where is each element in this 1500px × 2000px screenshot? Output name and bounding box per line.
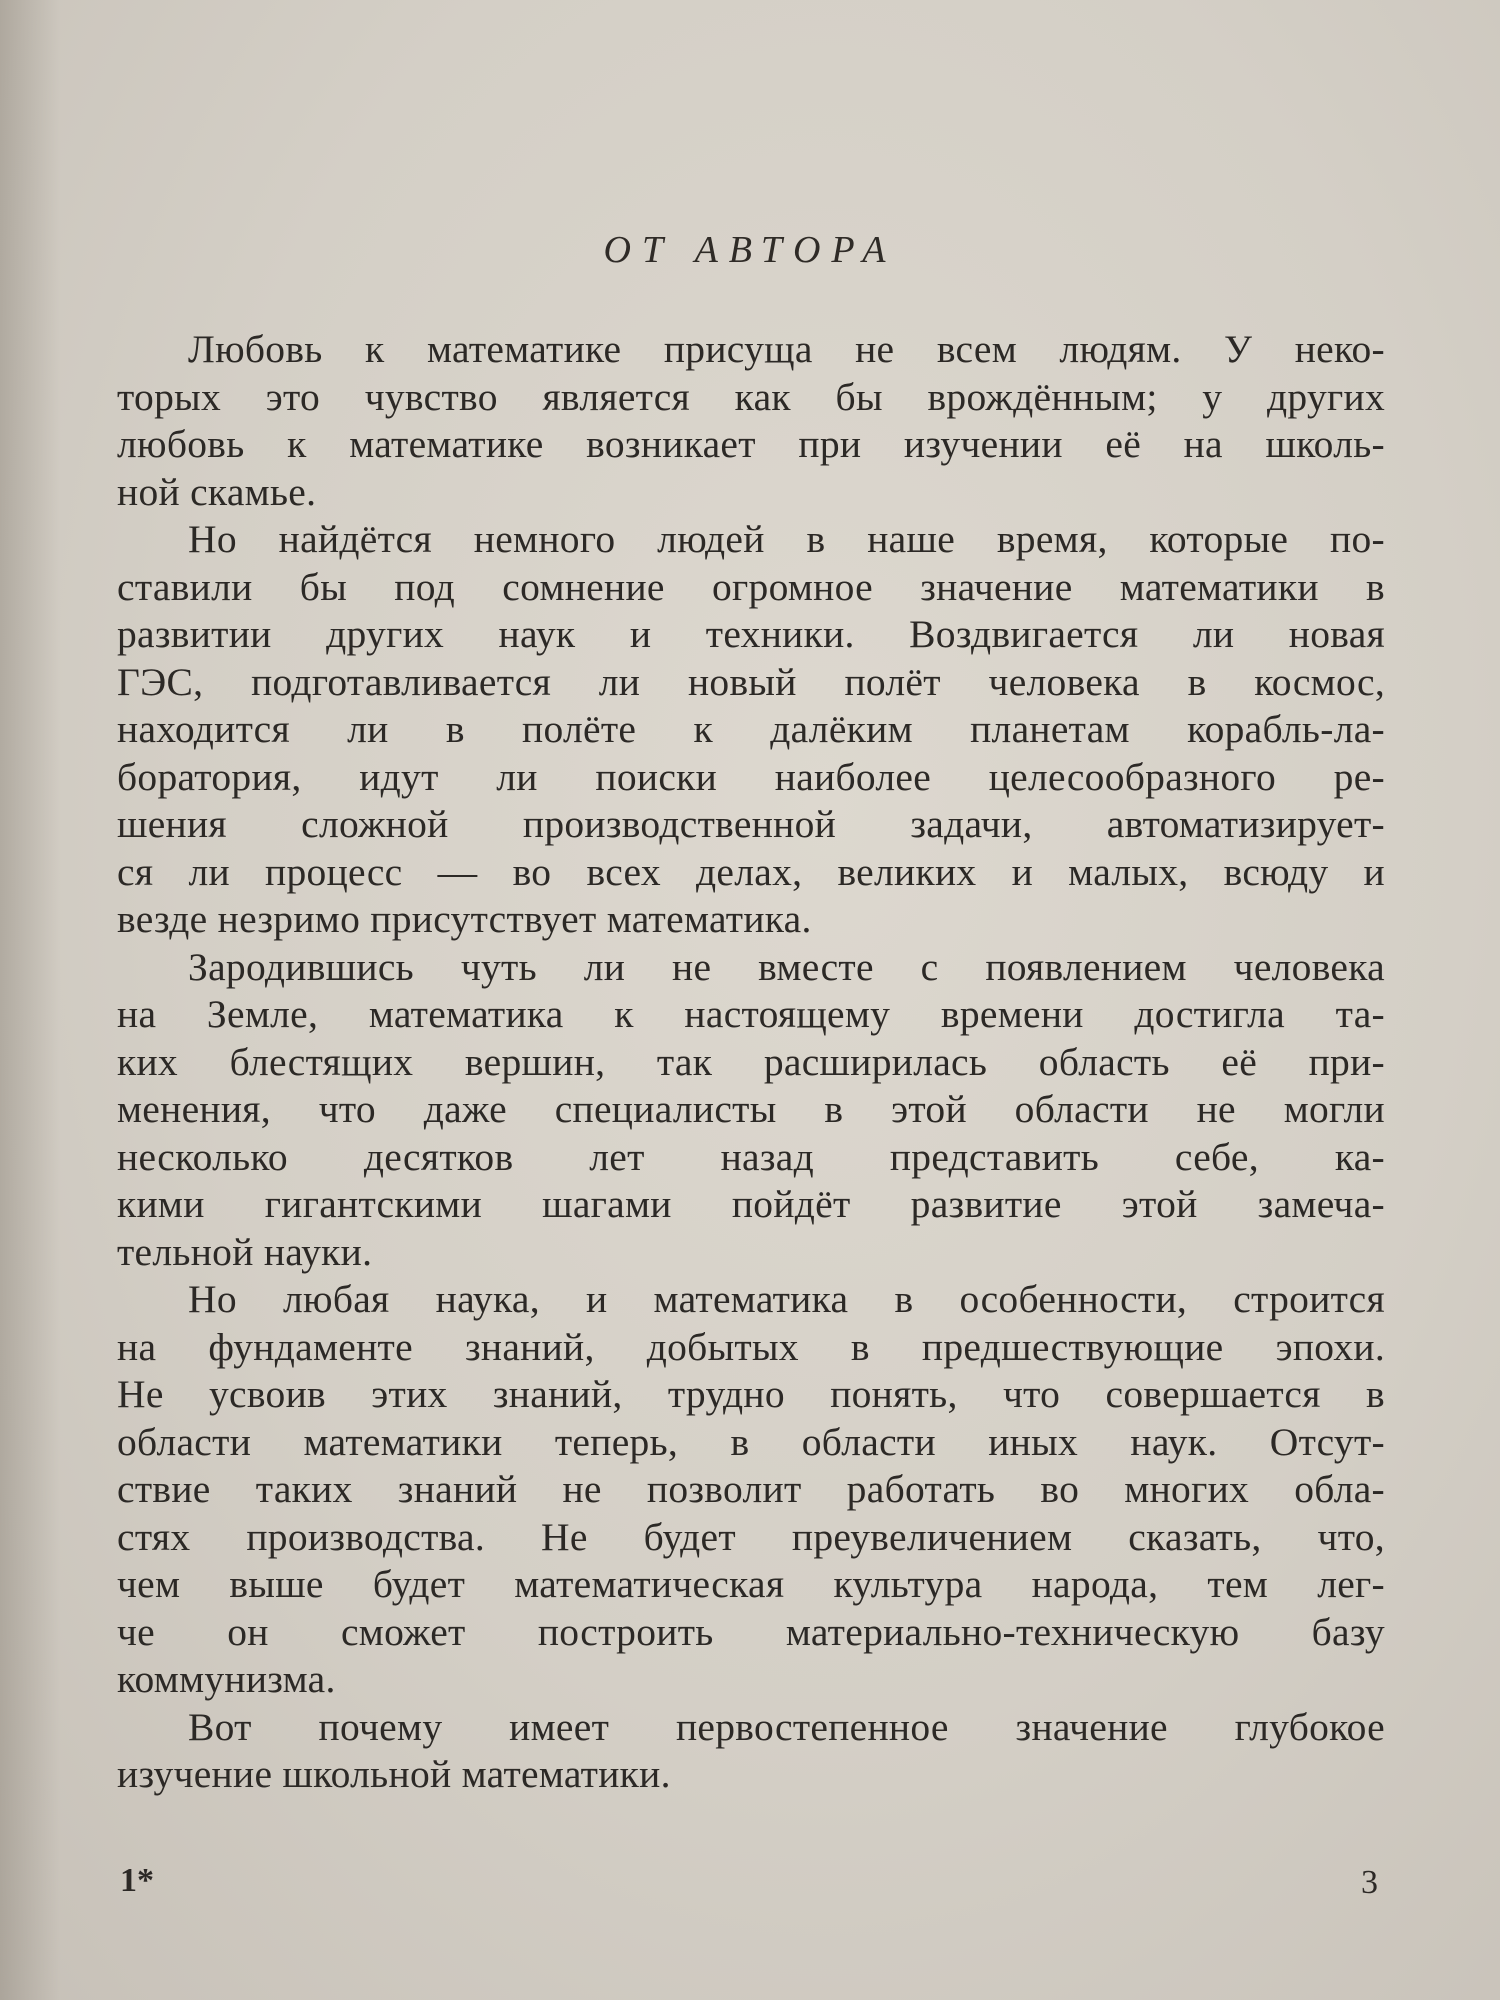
text-line: Но любая наука, и математика в особенности, строится	[188, 1277, 1385, 1321]
printer-signature-mark: 1*	[120, 1862, 154, 1899]
text-line: тельной науки.	[117, 1229, 373, 1274]
text-line: торых это чувство является как бы врождённым; у других	[117, 374, 1385, 419]
text-line: Но найдётся немного людей в наше время, которые по-	[188, 517, 1385, 561]
page-edge-shadow	[0, 0, 60, 2000]
text-line: чем выше будет математическая культура народа, тем лег-	[117, 1562, 1385, 1606]
text-line: находится ли в полёте к далёким планетам корабль-ла-	[117, 707, 1385, 751]
text-line: ной скамье.	[117, 469, 317, 514]
text-line: ГЭС, подготавливается ли новый полёт человека в космос,	[117, 659, 1385, 704]
text-line: изучение школьной математики.	[117, 1752, 671, 1796]
text-line: Не усвоив этих знаний, трудно понять, что совершается в	[117, 1372, 1385, 1416]
text-line: менения, что даже специалисты в этой области не могли	[117, 1087, 1385, 1131]
text-line: стях производства. Не будет преувеличением сказать, что,	[117, 1514, 1385, 1559]
text-line: на Земле, математика к настоящему времени достигла та-	[117, 992, 1385, 1036]
text-line: кими гигантскими шагами пойдёт развитие этой замеча-	[117, 1182, 1385, 1226]
text-line: Зародившись чуть ли не вместе с появлением человека	[188, 944, 1385, 989]
text-line: шения сложной производственной задачи, автоматизирует-	[117, 802, 1385, 846]
text-line: коммунизма.	[117, 1657, 336, 1701]
text-line: боратория, идут ли поиски наиболее целесообразного ре-	[117, 754, 1385, 799]
text-line: на фундаменте знаний, добытых в предшествующие эпохи.	[117, 1324, 1385, 1369]
text-line: области математики теперь, в области иных наук. Отсут-	[117, 1419, 1385, 1464]
preface-text	[117, 326, 1385, 1799]
page-number: 3	[1361, 1864, 1378, 1901]
text-line: Любовь к математике присуща не всем людям. У неко-	[188, 327, 1385, 371]
page-title: ОТ АВТОРА	[603, 229, 897, 271]
text-line: ставили бы под сомнение огромное значение математики в	[117, 564, 1385, 609]
text-line: везде незримо присутствует математика.	[117, 897, 812, 941]
text-line: любовь к математике возникает при изучении её на школь-	[117, 422, 1385, 466]
text-line: несколько десятков лет назад представить себе, ка-	[117, 1134, 1385, 1179]
text-line: развитии других наук и техники. Воздвигается ли новая	[117, 612, 1385, 656]
text-line: Вот почему имеет первостепенное значение глубокое	[188, 1704, 1385, 1749]
text-line: ся ли процесс — во всех делах, великих и малых, всюду и	[117, 849, 1385, 894]
text-line: ких блестящих вершин, так расширилась область её при-	[117, 1039, 1385, 1084]
text-line: че он сможет построить материально-техническую базу	[117, 1609, 1385, 1654]
text-line: ствие таких знаний не позволит работать во многих обла-	[117, 1467, 1385, 1511]
